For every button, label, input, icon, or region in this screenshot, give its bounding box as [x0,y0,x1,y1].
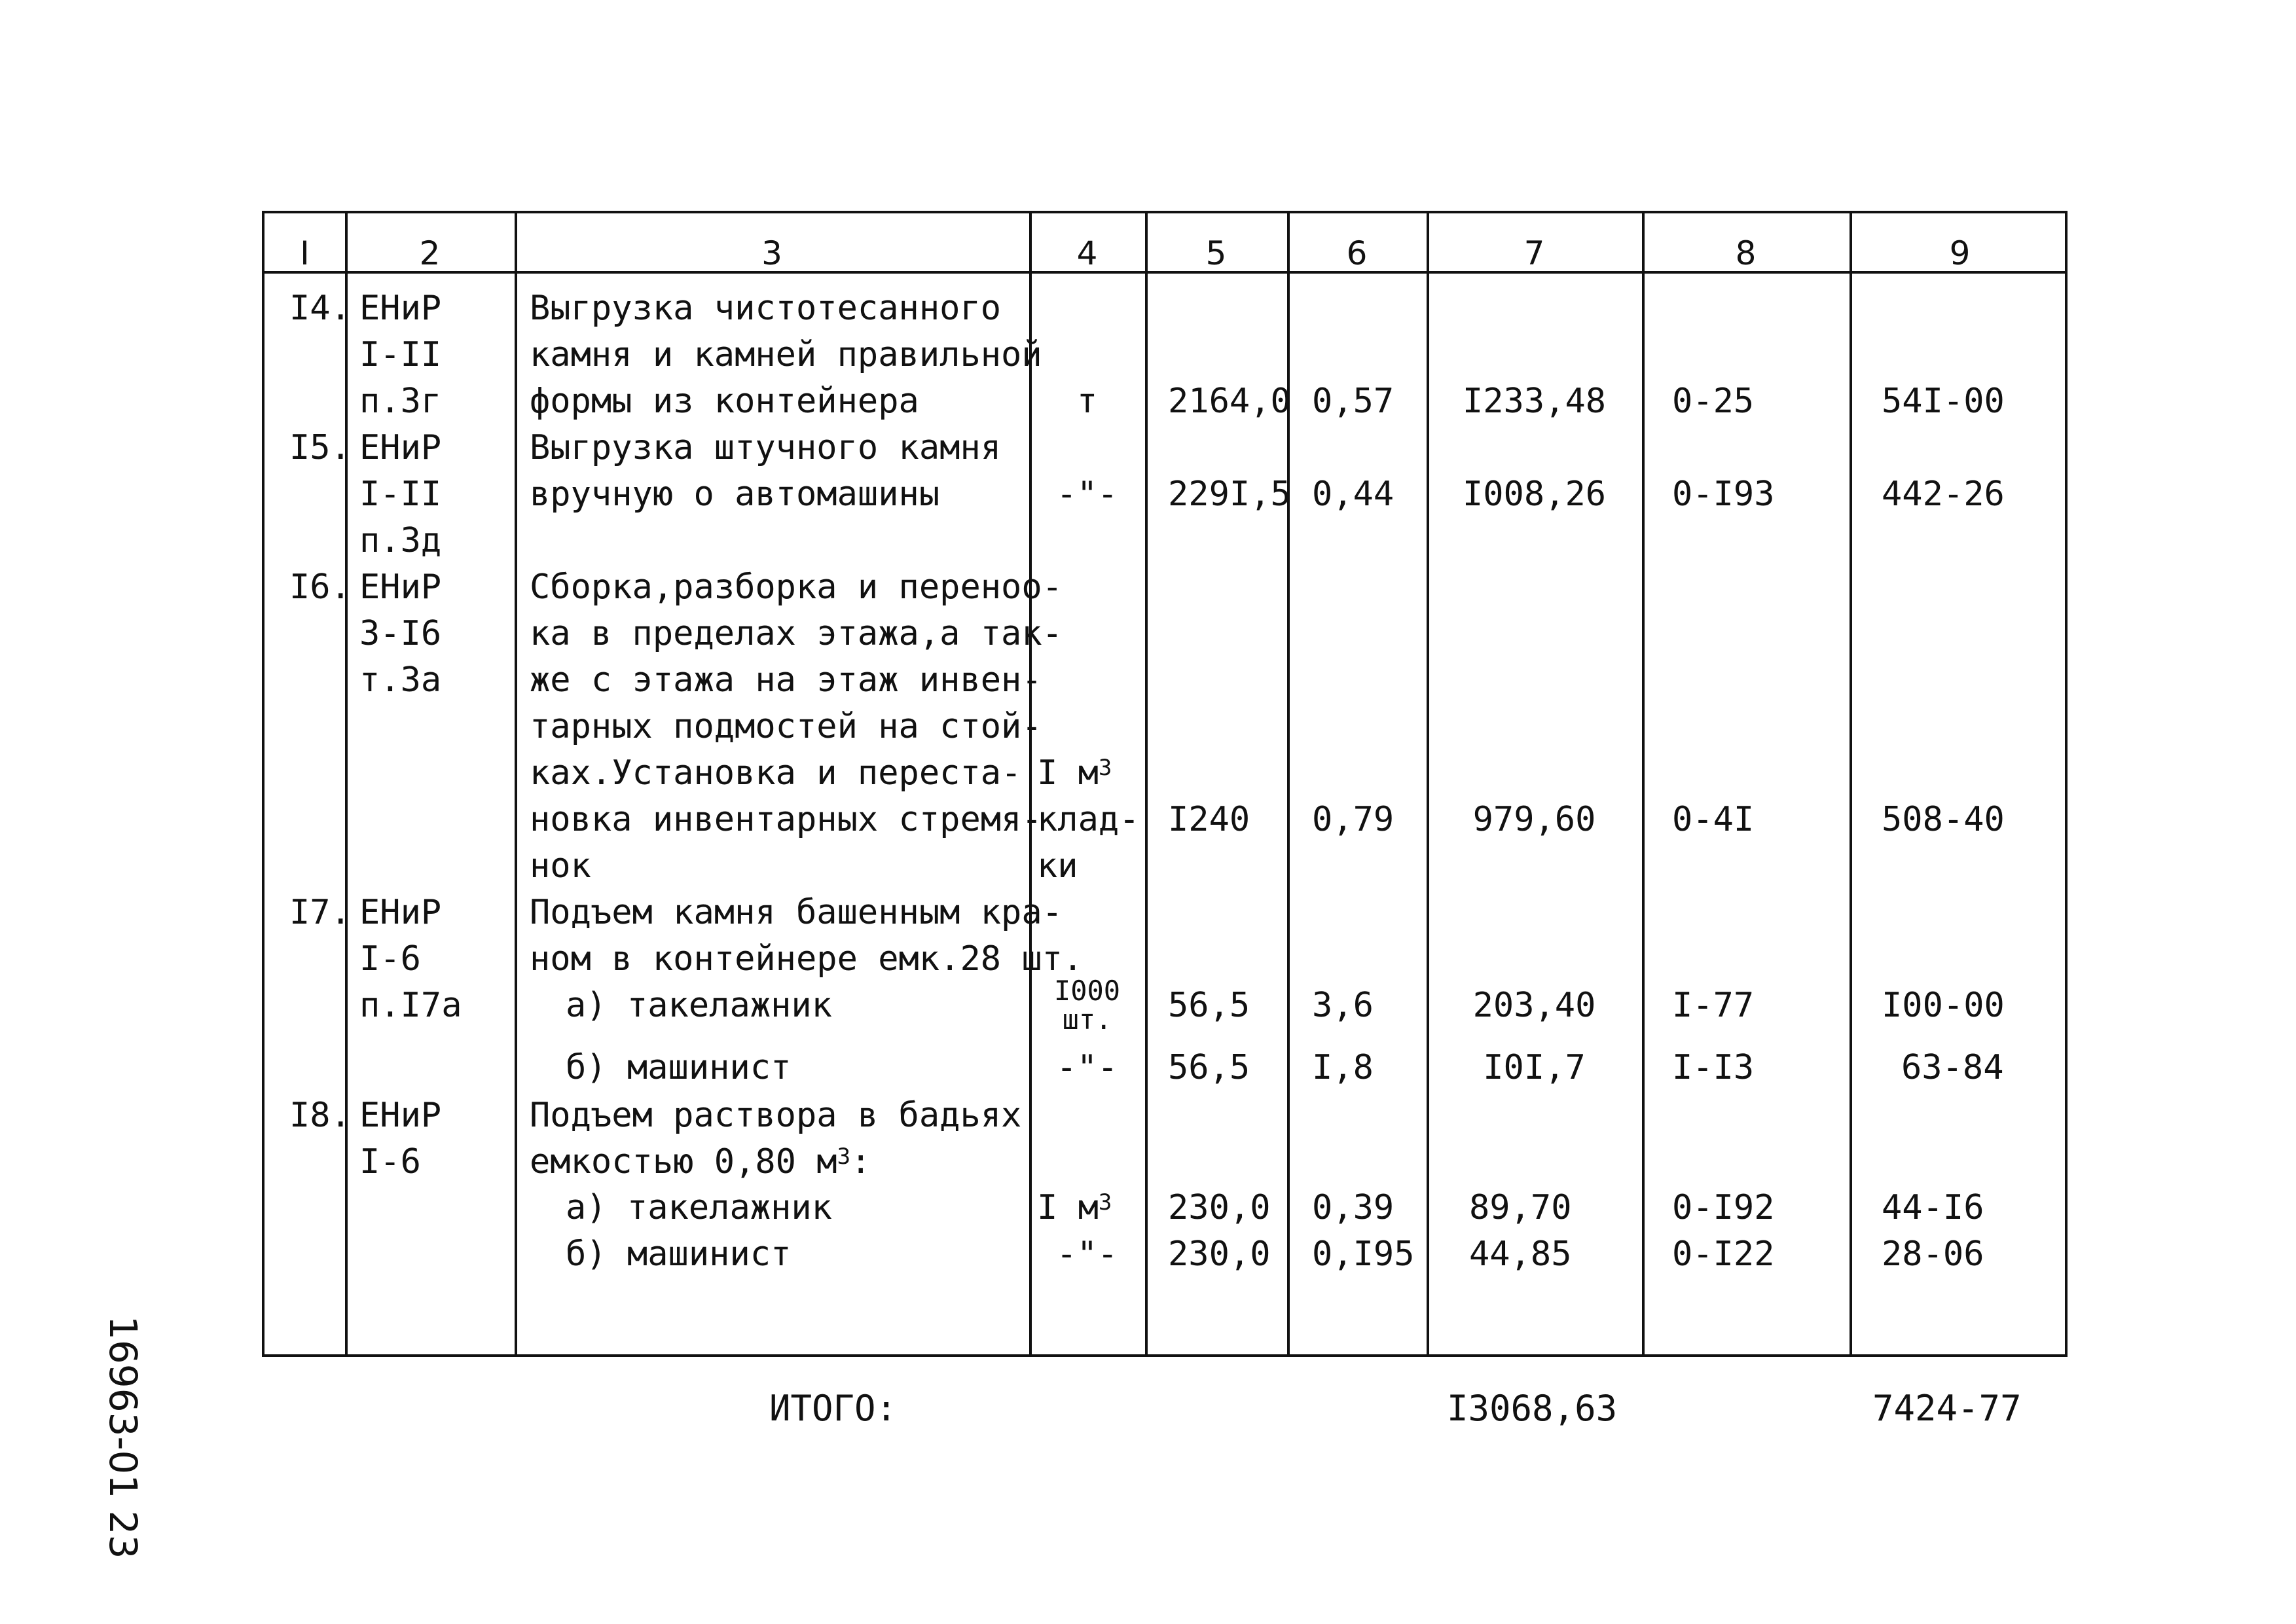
row-number: I6. [289,568,351,607]
rate: I,8 [1312,1048,1374,1087]
row-number: I4. [289,289,351,328]
column-divider [345,213,348,1354]
column-header-6: 6 [1346,234,1368,272]
rate: 0,44 [1312,475,1394,514]
rate: 0,79 [1312,800,1394,839]
total-cost: 54I-00 [1882,382,2005,421]
column-divider [1850,213,1852,1354]
margin-page-note: 16963-01 23 [101,1316,145,1559]
column-header-2: 2 [419,234,441,272]
row-number: I8. [289,1096,351,1135]
total-cost: 63-84 [1901,1048,2004,1087]
header-divider [264,271,2065,274]
work-description: Выгрузка чистотесанного камня и камней правильной формы из контейнера [530,289,1042,421]
rate: 0,I95 [1312,1235,1415,1274]
subitem-label: а) такелажник [566,1188,832,1227]
quantity: 230,0 [1168,1188,1271,1227]
unit: -"- [1056,1048,1118,1087]
unit: -"- [1056,1235,1118,1274]
work-description: Выгрузка штучного камня вручную о автомашины [530,428,1002,514]
total-cost: 44-I6 [1882,1188,1984,1227]
work-description: Сборка,разборка и переноо- ка в пределах этажа,а так- же с этажа на этаж инвен- тарных подмостей на стой- ках.Установка и переста- новка инвентарных стремя- нок [530,568,1063,886]
row-number: I7. [289,893,351,932]
quantity: 56,5 [1168,986,1250,1025]
column-divider [515,213,517,1354]
unit: I $м^3$ [1037,1188,1112,1227]
norm-ref: ЕНиР I-6 п.I7а [359,893,462,1025]
subitem-label: б) машинист [566,1048,792,1087]
total-cost: I00-00 [1882,986,2005,1025]
total-labor: I3068,63 [1447,1388,1618,1429]
unit-price: 0-25 [1672,382,1755,421]
column-header-5: 5 [1205,234,1227,272]
total-cost: 7424-77 [1872,1388,2022,1429]
labor-value: I233,48 [1462,382,1607,421]
labor-value: 44,85 [1469,1235,1572,1274]
labor-value: I008,26 [1462,475,1607,514]
column-divider [1642,213,1645,1354]
row-number: I5. [289,428,351,467]
unit: I000 шт. [1053,975,1121,1036]
quantity: I240 [1168,800,1250,839]
unit-price: 0-4I [1672,800,1755,839]
total-cost: 442-26 [1882,475,2005,514]
column-header-8: 8 [1735,234,1757,272]
work-description: Подъем раствора в бадьях емкостью 0,80 $м^3$: [530,1096,1022,1182]
unit: I $м^3$ клад- ки [1037,753,1140,886]
quantity: 2164,0 [1168,382,1291,421]
column-header-4: 4 [1076,234,1098,272]
estimate-table [262,211,2068,1357]
quantity: 230,0 [1168,1235,1271,1274]
column-header-9: 9 [1949,234,1971,272]
norm-ref: ЕНиР I-II п.3д [359,428,442,560]
column-header-1: I [300,234,310,272]
labor-value: I0I,7 [1483,1048,1586,1087]
norm-ref: ЕНиР I-6 [359,1096,442,1182]
unit: т [1076,382,1098,421]
rate: 0,57 [1312,382,1394,421]
column-divider [1145,213,1148,1354]
quantity: 229I,5 [1168,475,1291,514]
total-cost: 28-06 [1882,1235,1984,1274]
labor-value: 203,40 [1472,986,1596,1025]
quantity: 56,5 [1168,1048,1250,1087]
labor-value: 89,70 [1469,1188,1572,1227]
unit-price: 0-I93 [1672,475,1775,514]
column-header-7: 7 [1523,234,1545,272]
unit-price: I-77 [1672,986,1755,1025]
subitem-label: б) машинист [566,1235,792,1274]
labor-value: 979,60 [1472,800,1596,839]
subitem-label: а) такелажник [566,986,832,1025]
unit-price: I-I3 [1672,1048,1755,1087]
unit-price: 0-I22 [1672,1235,1775,1274]
work-description: Подъем камня башенным кра- ном в контейнере емк.28 шт. [530,893,1084,979]
norm-ref: ЕНиР I-II п.3г [359,289,442,421]
rate: 3,6 [1312,986,1374,1025]
totals-label: ИТОГО: [769,1388,898,1429]
norm-ref: ЕНиР 3-I6 т.3а [359,568,442,700]
total-cost: 508-40 [1882,800,2005,839]
column-header-3: 3 [761,234,782,272]
rate: 0,39 [1312,1188,1394,1227]
unit: -"- [1056,475,1118,514]
unit-price: 0-I92 [1672,1188,1775,1227]
